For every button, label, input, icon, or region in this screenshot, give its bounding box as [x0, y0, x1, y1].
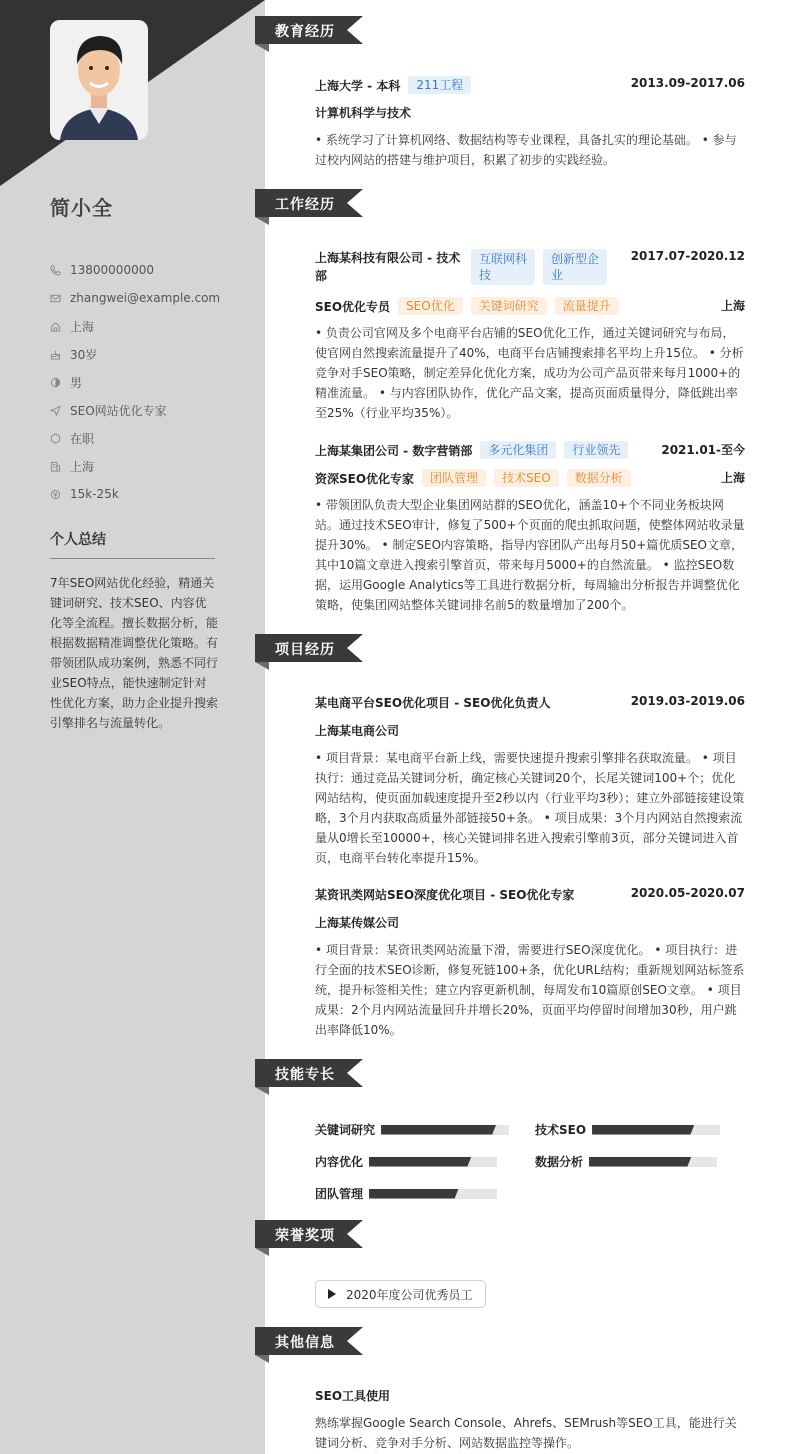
- skill-item: [315, 1185, 497, 1202]
- project-2-header-row: [315, 886, 745, 903]
- info-location-text: 上海: [70, 319, 95, 334]
- info-gender: [50, 368, 250, 396]
- skill-item: [535, 1153, 717, 1170]
- work-1-tag-2: [543, 249, 607, 285]
- section-title-awards: 荣誉奖项: [275, 1228, 335, 1244]
- info-phone-text: 13800000000: [70, 263, 154, 277]
- project-2-company: 上海某传媒公司: [315, 916, 400, 930]
- education-tag: 211工程: [408, 76, 471, 94]
- work-2-tag-1: 多元化集团: [480, 441, 556, 459]
- work-1-company-line2: 部: [315, 269, 328, 283]
- award-text: 2020年度公司优秀员工: [346, 1287, 473, 1302]
- skill-bar-fill: [369, 1189, 459, 1199]
- work-1-company-line1: 上海某科技有限公司 - 技术: [315, 251, 461, 265]
- skill-bar-fill: [592, 1125, 694, 1135]
- section-header-project: [255, 634, 363, 662]
- work-2-location: 上海: [720, 471, 745, 485]
- work-1-header-row: [315, 249, 745, 285]
- profile-name: 简小全: [50, 196, 113, 220]
- work-2-position: 资深SEO优化专家: [315, 471, 415, 486]
- info-status: [50, 424, 250, 452]
- info-title: [50, 396, 250, 424]
- project-1-title: 某电商平台SEO优化项目 - SEO优化负责人: [315, 696, 551, 710]
- project-1-description: • 项目背景：某电商平台新上线，需要快速提升搜索引擎排名获取流量。 • 项目执行：通过竞品关键词分析，确定核心关键词20个，长尾关键词100+个；优化网站结构，使页面加载速度提升至2秒以内（行业平均3秒）；建立外部链接建设策略，3个月内获取高质量外部链接50+条。 • 项目成果：3个月内网站自然搜索流量从0增长至10000+，核心关键词排名进入搜索引擎前3页，部分关键词进入首页，电商平台转化率提升15%。: [315, 751, 745, 865]
- work-2-company: 上海某集团公司 - 数字营销部: [315, 443, 473, 458]
- other-title-row: [315, 1387, 745, 1404]
- age-icon: [50, 349, 61, 360]
- section-title-project: 项目经历: [275, 642, 335, 658]
- work-2-position-row: [315, 469, 745, 487]
- work-1-skill-tag-3: 流量提升: [555, 297, 619, 315]
- education-description: • 系统学习了计算机网络、数据结构等专业课程，具备扎实的理论基础。 • 参与过校内网站的搭建与维护项目，积累了初步的实践经验。: [315, 133, 737, 167]
- skill-name: 团队管理: [315, 1187, 364, 1201]
- work-2-skill-tag-1: 团队管理: [422, 469, 486, 487]
- award-item[interactable]: [315, 1280, 486, 1308]
- work-2-header-row: [315, 441, 745, 459]
- info-salary: [50, 480, 250, 508]
- work-1-date: 2017.07-2020.12: [630, 249, 745, 263]
- education-school: 上海大学 - 本科: [315, 78, 401, 93]
- sidebar: [0, 0, 265, 1454]
- work-1-tag-2-line1: 创新型企: [551, 252, 600, 266]
- info-age-text: 30岁: [70, 347, 98, 362]
- building-icon: [50, 461, 61, 472]
- avatar: [50, 20, 148, 140]
- skill-bar: [369, 1189, 497, 1199]
- info-location: [50, 312, 250, 340]
- project-1-header-row: [315, 694, 745, 711]
- work-1-company: [315, 249, 465, 285]
- info-phone: [50, 256, 250, 284]
- work-1-location: 上海: [720, 299, 745, 313]
- summary-text: 7年SEO网站优化经验，精通关键词研究、技术SEO、内容优化等全流程。擅长数据分析，能根据数据精准调整优化策略。有带领团队成功案例，熟悉不同行业SEO特点，能快速制定针对性优化方案，助力企业提升搜索引擎排名与流量转化。: [50, 576, 219, 730]
- status-icon: [50, 433, 61, 444]
- info-status-text: 在职: [70, 431, 95, 446]
- work-1-skill-tag-1: SEO优化: [398, 297, 463, 315]
- mail-icon: [50, 293, 61, 304]
- skill-bar: [381, 1125, 509, 1135]
- education-header-row: [315, 76, 745, 94]
- section-header-other: [255, 1327, 363, 1355]
- section-header-skills: [255, 1059, 363, 1087]
- skill-name: 内容优化: [315, 1155, 364, 1169]
- info-city-text: 上海: [70, 459, 95, 474]
- education-date: 2013.09-2017.06: [630, 76, 745, 90]
- education-major: 计算机科学与技术: [315, 106, 412, 120]
- work-1-skill-tag-2: 关键词研究: [471, 297, 547, 315]
- education-major-row: [315, 104, 745, 121]
- info-city: [50, 452, 250, 480]
- work-1-tag-1: [471, 249, 535, 285]
- skill-name: 技术SEO: [535, 1123, 587, 1137]
- project-1-date: 2019.03-2019.06: [630, 694, 745, 708]
- section-title-work: 工作经历: [275, 197, 335, 213]
- work-1-tag-1-line1: 互联网科: [479, 252, 528, 266]
- skill-bar-fill: [381, 1125, 496, 1135]
- phone-icon: [50, 265, 61, 276]
- skill-bar: [589, 1157, 717, 1167]
- info-age: [50, 340, 250, 368]
- skill-item: [315, 1153, 497, 1170]
- skill-name: 关键词研究: [315, 1123, 376, 1137]
- work-2-skill-tag-2: 技术SEO: [494, 469, 559, 487]
- project-2-company-row: [315, 914, 745, 931]
- section-header-education: [255, 16, 363, 44]
- summary-title: 个人总结: [50, 529, 215, 559]
- work-1-tag-1-line2: 技: [479, 268, 492, 282]
- work-1-position-row: [315, 297, 745, 315]
- send-icon: [50, 405, 61, 416]
- skill-item: [315, 1121, 509, 1138]
- skill-item: [535, 1121, 720, 1138]
- work-2-skill-tag-3: 数据分析: [567, 469, 631, 487]
- section-header-work: [255, 189, 363, 217]
- salary-icon: [50, 489, 61, 500]
- work-2-description: • 带领团队负责大型企业集团网站群的SEO优化，涵盖10+个不同业务板块网站。通过技术SEO审计，修复了500+个页面的爬虫抓取问题，使整体网站收录量提升30%。 • 制定SEO内容策略，指导内容团队产出每月50+篇优质SEO文章，其中10篇文章进入搜索引擎首页，带来每月5000+的自然流量。 • 监控SEO数据，运用Google Analytics等工具进行数据分析，每周输出分析报告并调整优化策略，使集团网站整体关键词排名前5的数量增加了200个。: [315, 498, 745, 612]
- info-email: [50, 284, 250, 312]
- section-title-skills: 技能专长: [275, 1067, 335, 1083]
- info-title-text: SEO网站优化专家: [70, 403, 167, 418]
- section-header-awards: [255, 1220, 363, 1248]
- project-2-date: 2020.05-2020.07: [630, 886, 745, 900]
- section-title-education: 教育经历: [275, 24, 335, 40]
- skill-bar: [592, 1125, 720, 1135]
- section-title-other: 其他信息: [275, 1335, 335, 1351]
- skill-bar-fill: [589, 1157, 691, 1167]
- project-2-title: 某资讯类网站SEO深度优化项目 - SEO优化专家: [315, 888, 575, 902]
- contact-info-list: [50, 256, 250, 508]
- gender-icon: [50, 377, 61, 388]
- other-description: 熟练掌握Google Search Console、Ahrefs、SEMrush等SEO工具，能进行关键词分析、竞争对手分析、网站数据监控等操作。: [315, 1416, 737, 1450]
- home-icon: [50, 321, 61, 332]
- info-gender-text: 男: [70, 375, 83, 390]
- skill-bar: [369, 1157, 497, 1167]
- work-1-description: • 负责公司官网及多个电商平台店铺的SEO优化工作，通过关键词研究与布局，使官网自然搜索流量提升了40%，电商平台店铺搜索排名平均上升15位。 • 分析竞争对手SEO策略，制定差异化优化方案，成功为公司产品页带来每月1000+的精准流量。 • 与内容团队协作，优化产品文案，提高页面质量得分，降低跳出率至25%（行业平均35%）。: [315, 326, 744, 420]
- info-salary-text: 15k-25k: [70, 487, 119, 501]
- work-2-date: 2021.01-至今: [661, 443, 745, 457]
- project-1-company: 上海某电商公司: [315, 724, 400, 738]
- info-email-text: zhangwei@example.com: [70, 291, 221, 305]
- project-2-description: • 项目背景：某资讯类网站流量下滑，需要进行SEO深度优化。 • 项目执行：进行全面的技术SEO诊断，修复死链100+条，优化URL结构；重新规划网站标签系统，提升标签相关性；建立内容更新机制，每周发布10篇原创SEO文章。 • 项目成果：2个月内网站流量回升并增长20%，页面平均停留时间增加30秒，用户跳出率降低10%。: [315, 943, 745, 1037]
- work-1-position: SEO优化专员: [315, 299, 391, 314]
- skill-bar-fill: [369, 1157, 471, 1167]
- work-1-tag-2-line2: 业: [551, 268, 564, 282]
- play-icon: [328, 1289, 336, 1299]
- project-1-company-row: [315, 722, 745, 739]
- other-title: SEO工具使用: [315, 1389, 391, 1403]
- work-2-tag-2: 行业领先: [564, 441, 628, 459]
- skill-name: 数据分析: [535, 1155, 584, 1169]
